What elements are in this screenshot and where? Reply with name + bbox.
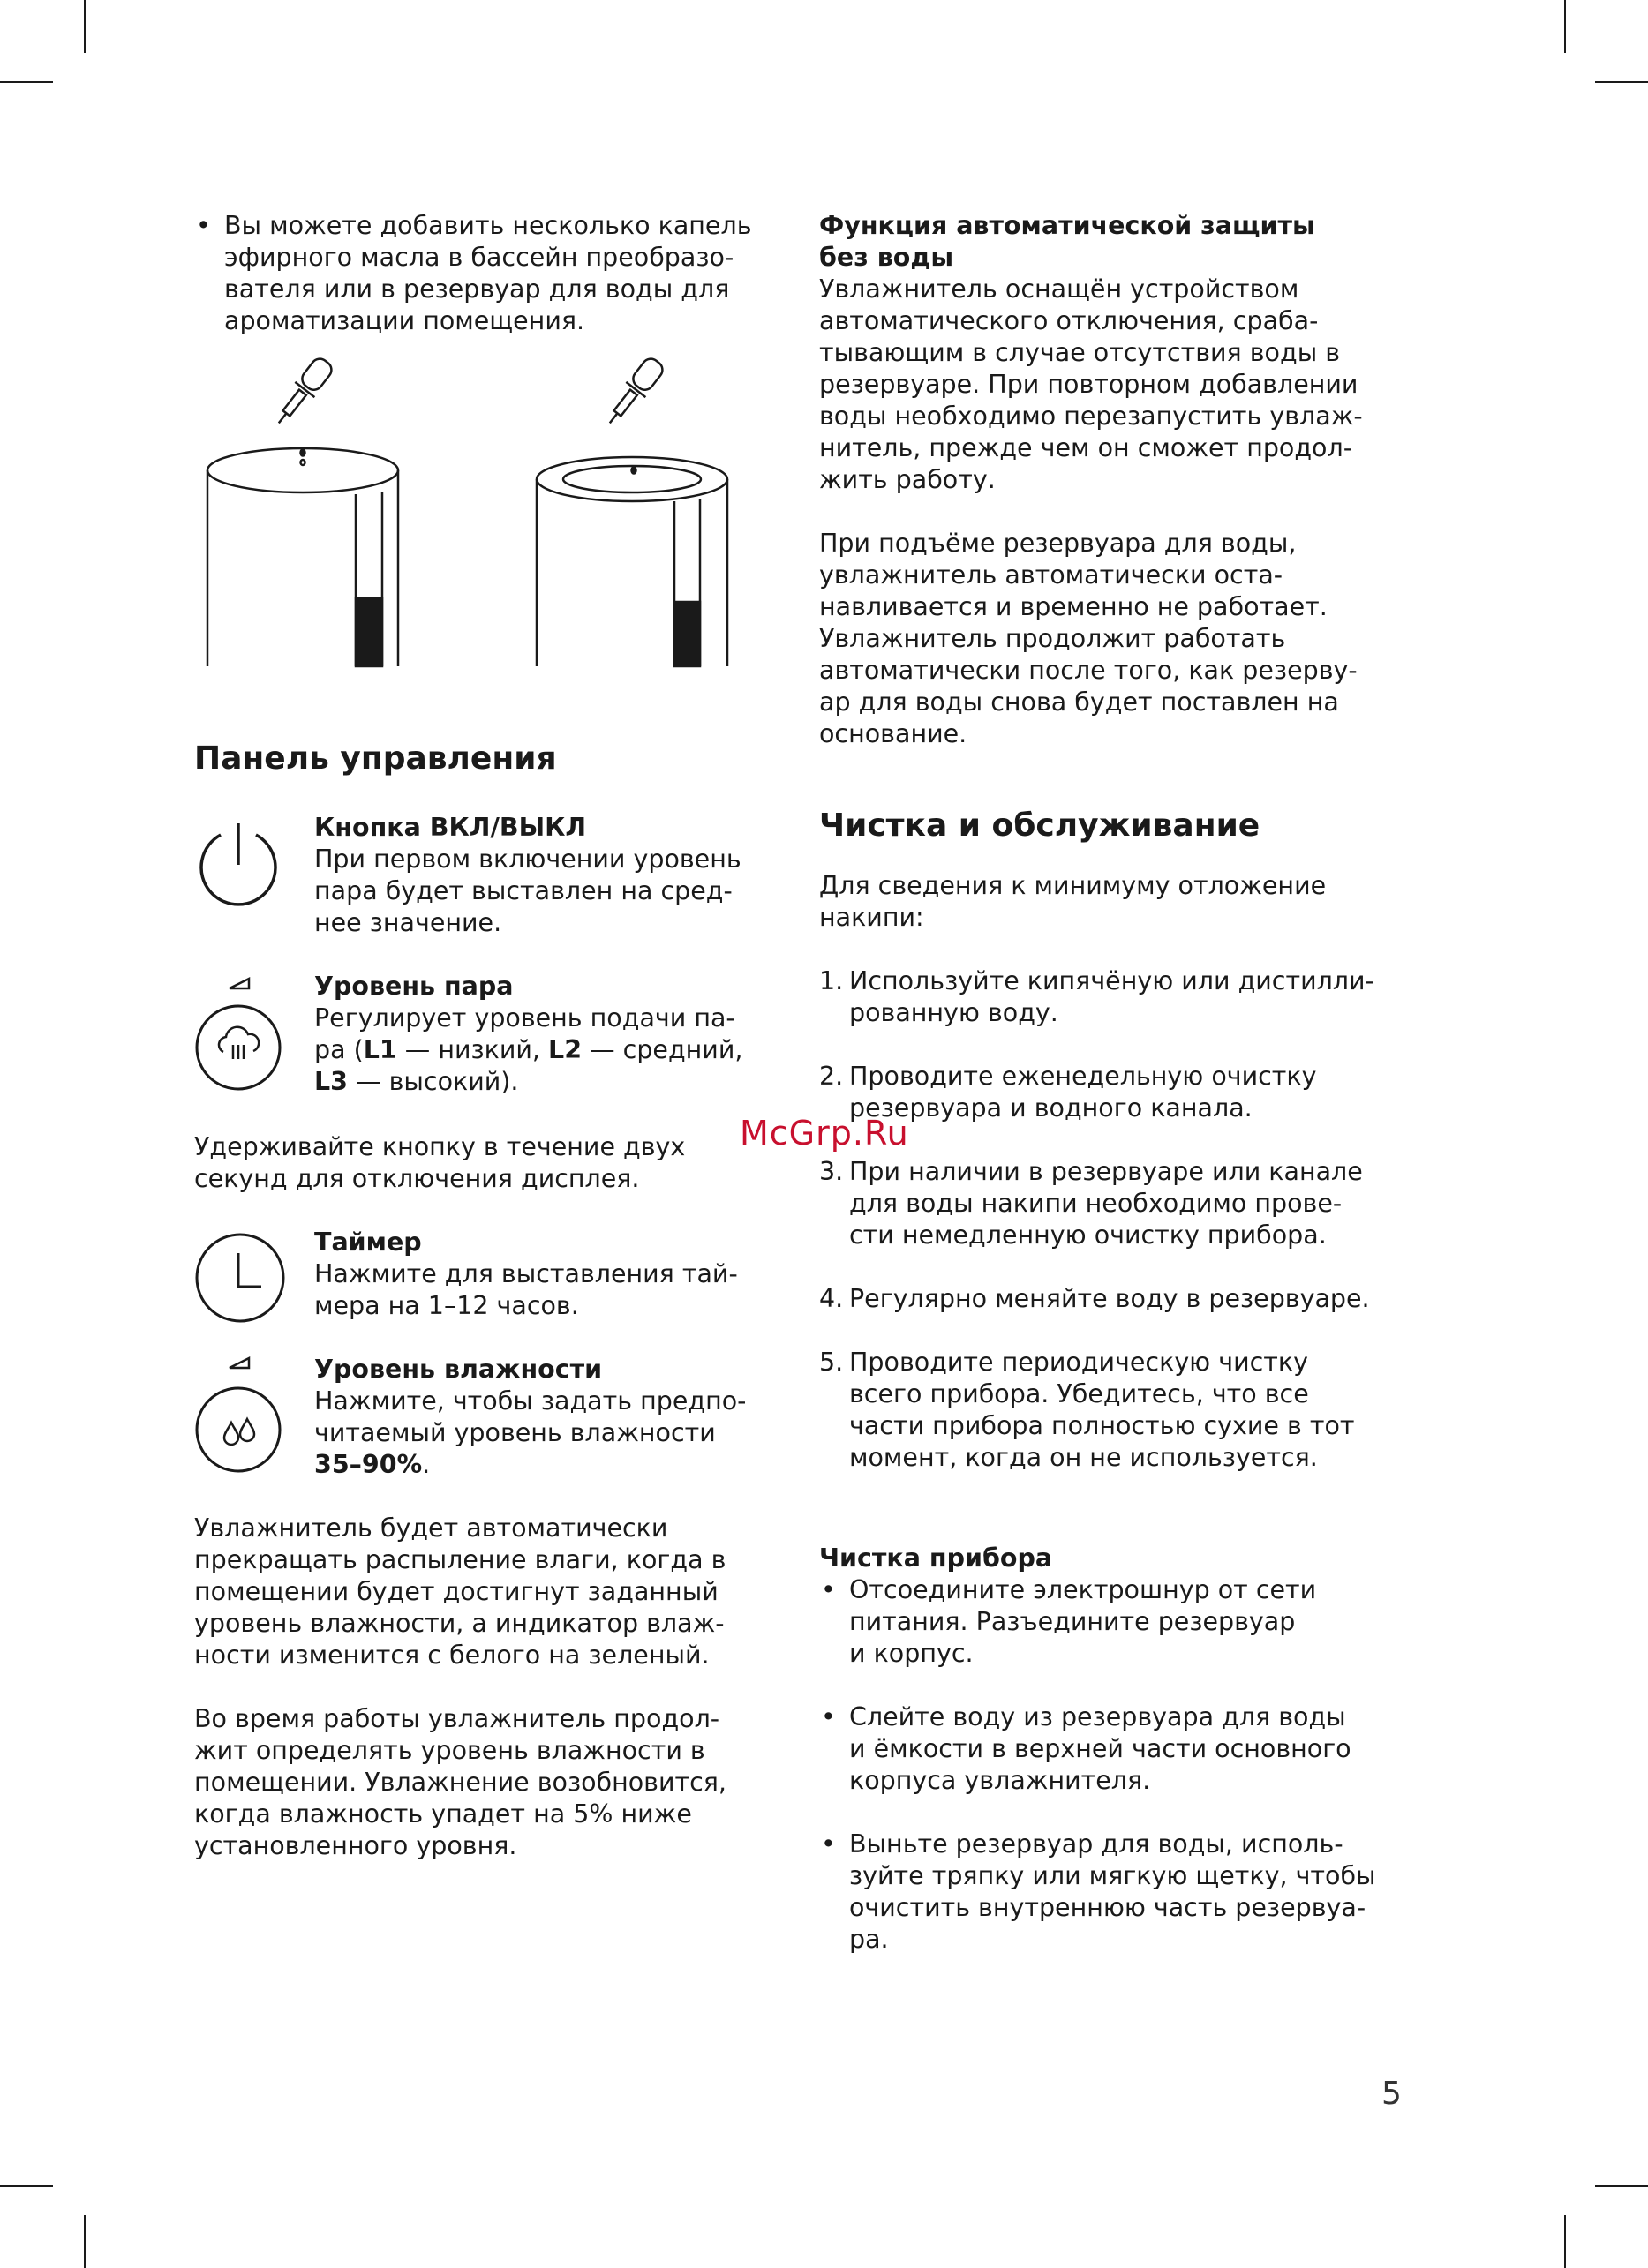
cleaning-heading: Чистка и обслуживание [819,807,1260,844]
steam-cloud-icon [194,971,282,1093]
crop-mark [1564,0,1566,53]
power-icon [194,821,282,909]
water-drops-icon [194,1352,282,1476]
crop-mark [0,81,53,83]
device-cleaning-bullet: • Слейте воду из резервуара для воды и ёмкости в верхней части основного корпуса увлажнителя. [819,1701,1437,1797]
cleaning-step: 1. Используйте кипячёную или дистилли- рованную воду. [819,966,1374,1027]
tank-left-illustration [207,354,398,666]
power-title: Кнопка ВКЛ/ВЫКЛ [314,813,587,842]
crop-mark [84,2215,86,2268]
cleaning-section: Чистка и обслуживание Для сведения к минимуму отложение накипи: 1. Используйте кипячёную или дистилли- рованную воду. 2. Проводите еженедельную очистку резервуара и водного канала. 3. При наличии в резервуаре или канале для воды накипи необходимо прове- сти немедленную очистку прибора. 4. Регулярно меняйте воду в резервуаре. 5. Проводите периодическую чистку всего прибора. Убедитесь, что все части прибора полностью сухие в тот момент, когда он не используется. [819,807,1437,1474]
device-cleaning-section [819,1543,1437,1956]
crop-mark [0,2185,53,2187]
hold-note: Удерживайте кнопку в течение двух секунд для отключения дисплея. [194,1132,686,1193]
timer-title: Таймер [314,1228,422,1257]
right-column: Функция автоматической защиты без воды Увлажнитель оснащён устройством автоматического отключения, сраба- тывающим в случае отсутствия воды в резервуаре. При повторном добавлении воды необходимо перезапустить увлаж- нитель, прежде чем он сможет продол- жить работу. При подъёме резервуара для воды, увлажнитель автоматически оста- навливается и временно не работает. Увлажнитель продолжит работать автоматически после того, как резерву- ар для воды снова будет поставлен на основание. [819,210,1437,750]
aroma-oil-bullet: • Вы можете добавить несколько капель эфирного масла в бассейн преобразо- вателя или в резервуар для воды для ароматизации помещения. [194,210,803,337]
control-panel-section [194,740,803,778]
humidity-title: Уровень влажности [314,1355,603,1384]
steam-title: Уровень пара [314,972,514,1001]
power-control: Кнопка ВКЛ/ВЫКЛ При первом включении уровень пара будет выставлен на сред- нее значение. [194,812,803,939]
crop-mark [1595,2185,1648,2187]
auto-stop-paragraph: Увлажнитель будет автоматически прекращать распыление влаги, когда в помещении будет достигнут заданный уровень влажности, а индикатор влаж- ности изменится с белого на зеленый. Во время работы увлажнитель продол- жит определять уровень влажности в помещении. Увлажнение возобновится, когда влажность упадет на 5% ниже установленного уровня. [194,1513,726,1860]
steam-level-control: Уровень пара Регулирует уровень подачи па- ра (L1 — низкий, L2 — средний, L3 — высокий). [194,971,803,1098]
oil-dropper-illustration [203,353,750,671]
protection-heading: Функция автоматической защиты [819,211,1315,240]
crop-mark [1564,2215,1566,2268]
crop-mark [84,0,86,53]
watermark[interactable]: McGrp.Ru [740,1114,909,1153]
humidity-level-control: Уровень влажности Нажмите, чтобы задать предпо- читаемый уровень влажности 35–90%. [194,1354,803,1481]
device-cleaning-bullet: • Отсоедините электрошнур от сети питания. Разъедините резервуар и корпус. [819,1574,1437,1670]
cleaning-step: 5. Проводите периодическую чистку всего прибора. Убедитесь, что все части прибора полностью сухие в тот момент, когда он не используется. [819,1348,1355,1472]
panel-heading: Панель управления [194,740,557,777]
cleaning-step: 4. Регулярно меняйте воду в резервуаре. [819,1284,1370,1313]
crop-mark [1595,81,1648,83]
left-column [194,210,803,337]
timer-control: Таймер Нажмите для выставления тай- мера на 1–12 часов. [194,1227,803,1322]
tank-right-illustration [537,354,727,666]
cleaning-step: 2. Проводите еженедельную очистку резервуара и водного канала. [819,1062,1317,1123]
device-cleaning-heading: Чистка прибора [819,1543,1053,1573]
clock-icon [194,1232,286,1324]
cleaning-step: 3. При наличии в резервуаре или канале для воды накипи необходимо прове- сти немедленную очистку прибора. [819,1157,1363,1250]
device-cleaning-bullet: • Выньте резервуар для воды, исполь- зуйте тряпку или мягкую щетку, чтобы очистить внутреннюю часть резервуа- ра. [819,1829,1437,1956]
page-number: 5 [1381,2076,1402,2112]
